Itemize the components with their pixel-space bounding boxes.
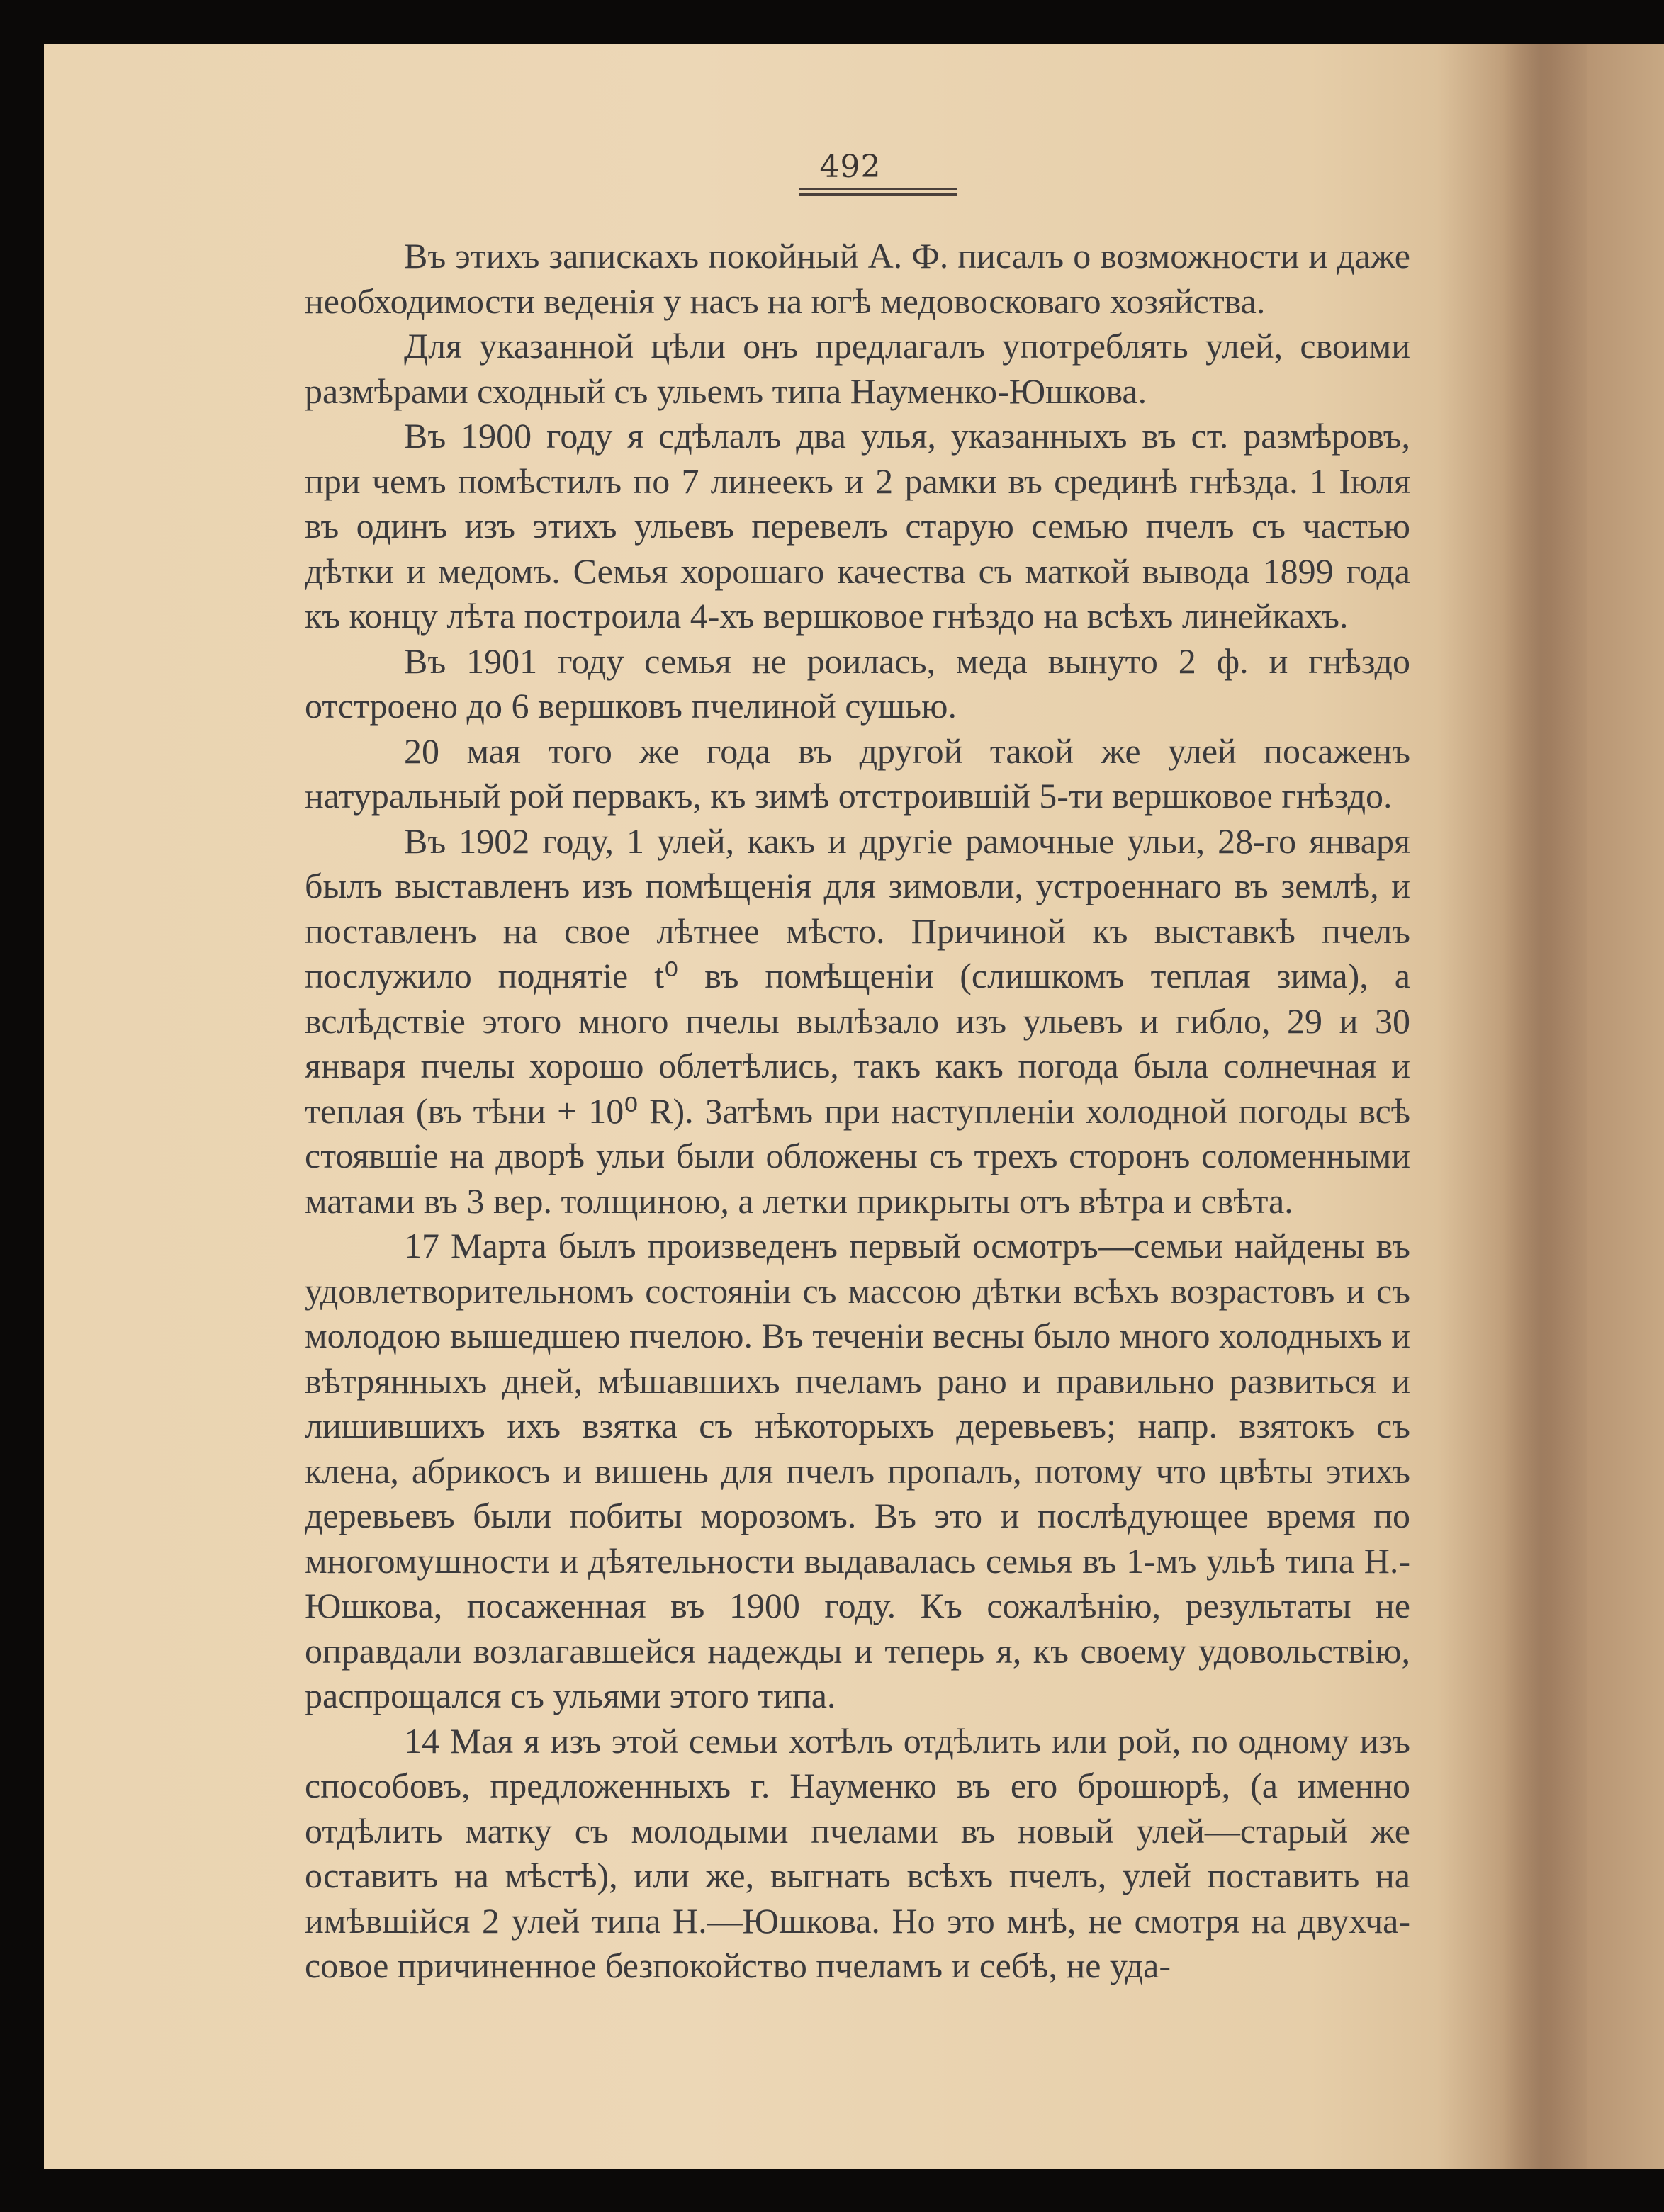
paragraph: Для указанной цѣли онъ предлагалъ употреблять улей, своими размѣрами сходный съ ульемъ типа Науменко-Юшкова.	[305, 326, 1410, 411]
header-rule-top	[799, 188, 957, 190]
page-number: 492	[819, 149, 882, 185]
paragraph: Въ 1900 году я сдѣлалъ два улья, указанныхъ въ ст. размѣровъ, при чемъ помѣстилъ по 7 линеекъ и 2 рамки въ срединѣ гнѣзда. 1 Іюля въ одинъ изъ этихъ ульевъ перевелъ старую семью пчелъ съ частью дѣтки и медомъ. Семья хорошаго качества съ маткой вывода 1899 года къ концу лѣта построила 4-хъ вершковое гнѣздо на всѣхъ линейкахъ.	[305, 416, 1410, 636]
paragraph: 20 мая того же года въ другой такой же улей посаженъ натуральный рой первакъ, къ зимѣ отстроившій 5-ти вершковое гнѣздо.	[305, 730, 1410, 816]
paragraph: 17 Марта былъ произведенъ первый осмотръ—семьи найдены въ удовлетворительномъ состояніи съ массою дѣтки всѣхъ возрастовъ и съ молодою вышедшею пчелою. Въ теченіи весны было много холодныхъ и вѣтрянныхъ дней, мѣшавшихъ пчеламъ рано и правильно развиться и лишившихъ ихъ взятка съ нѣкоторыхъ деревьевъ; напр. взятокъ съ клена, абрикосъ и вишень для пчелъ пропалъ, потому что цвѣты этихъ деревьевъ были побиты морозомъ. Въ это и послѣдующее время по многомушности и дѣятельности выдавалась семья въ 1-мъ ульѣ типа Н.-Юшкова, посаженная въ 1900 году. Къ сожалѣнію, результаты не оправдали возлагавшейся надежды и теперь я, къ своему удовольствію, распрощался съ ульями этого типа.	[305, 1226, 1410, 1715]
body-text	[305, 234, 1410, 1989]
paragraph: Въ этихъ запискахъ покойный А. Ф. писалъ о возможности и даже необходимости веденія у насъ на югѣ медовосковаго хозяйства.	[305, 236, 1410, 321]
paragraph: Въ 1902 году, 1 улей, какъ и другіе рамочные ульи, 28-го января былъ выставленъ изъ помѣщенія для зимовли, устроеннаго въ землѣ, и поставленъ на свое лѣтнее мѣсто. Причиной къ выставкѣ пчелъ послужило поднятіе t⁰ въ помѣщеніи (слишкомъ теплая зима), а вслѣдствіе этого много пчелы вылѣзало изъ ульевъ и гибло, 29 и 30 января пчелы хорошо облетѣлись, такъ какъ погода была солнечная и теплая (въ тѣни + 10⁰ R). Затѣмъ при наступленіи холодной погоды всѣ стоявшіе на дворѣ ульи были обложены съ трехъ сторонъ соломенными матами въ 3 вер. толщиною, а летки прикрыты отъ вѣтра и свѣта.	[305, 820, 1410, 1221]
paragraph: Въ 1901 году семья не роилась, меда вынуто 2 ф. и гнѣздо отстроено до 6 вершковъ пчелиной сушью.	[305, 641, 1410, 726]
paragraph: 14 Мая я изъ этой семьи хотѣлъ отдѣлить или рой, по одному изъ способовъ, предложенныхъ г. Науменко въ его брошюрѣ, (а именно отдѣлить матку съ молодыми пчелами въ новый улей—старый же оставить на мѣстѣ), или же, выгнать всѣхъ пчелъ, улей поставить на имѣвшійся 2 улей типа Н.—Юшкова. Но это мнѣ, не смотря на двухчасовое причиненное безпокойство пчеламъ и себѣ, не уда-	[305, 1720, 1410, 1985]
book-spine-shadow	[1502, 44, 1587, 2169]
header-rule-bottom	[799, 193, 957, 196]
